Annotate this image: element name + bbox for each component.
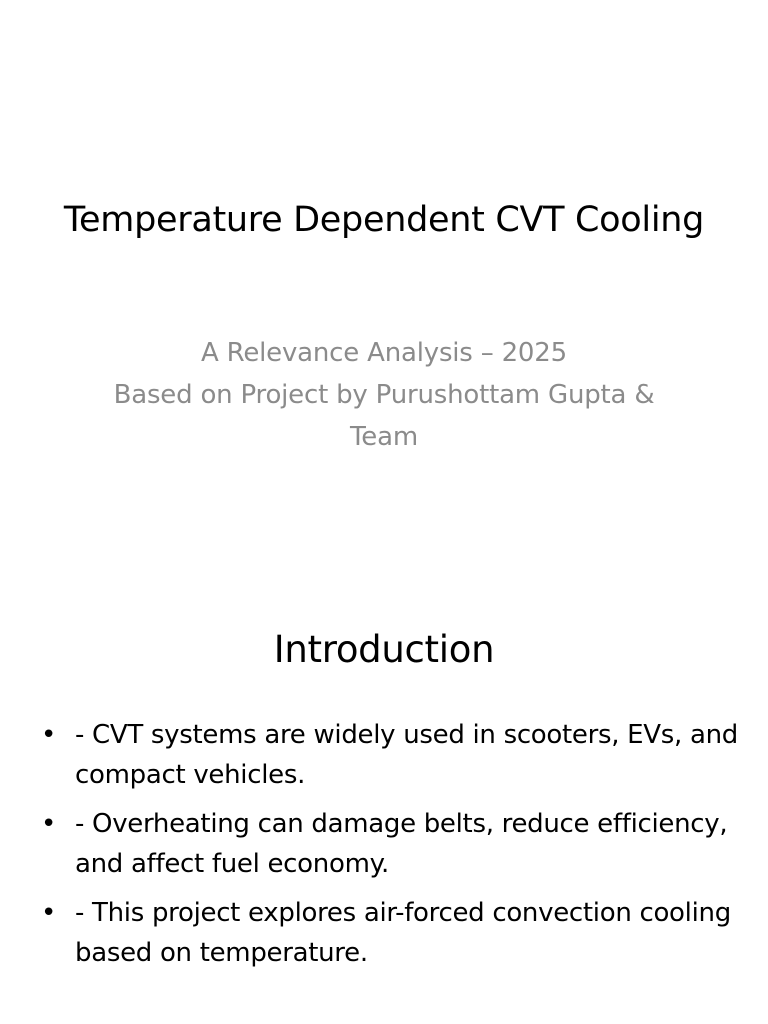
slide-title: Temperature Dependent CVT Cooling xyxy=(63,200,705,240)
introduction-slide xyxy=(0,512,768,1024)
bullet-text: - Overheating can damage belts, reduce efficiency, and affect fuel economy. xyxy=(75,809,728,879)
slide-subtitle xyxy=(110,332,658,458)
section-title: Introduction xyxy=(273,628,495,671)
bullet-icon: • xyxy=(41,898,57,928)
subtitle-line: Based on Project by Purushottam Gupta & Team xyxy=(113,380,655,452)
bullet-icon: • xyxy=(41,720,57,750)
bullet-list xyxy=(38,715,738,982)
bullet-icon: • xyxy=(41,809,57,839)
subtitle-line: A Relevance Analysis – 2025 xyxy=(201,338,567,368)
bullet-item xyxy=(38,893,738,973)
bullet-text: - CVT systems are widely used in scooters, EVs, and compact vehicles. xyxy=(75,720,738,790)
bullet-item xyxy=(38,715,738,795)
bullet-item xyxy=(38,804,738,884)
bullet-text: - This project explores air-forced convection cooling based on temperature. xyxy=(75,898,731,968)
